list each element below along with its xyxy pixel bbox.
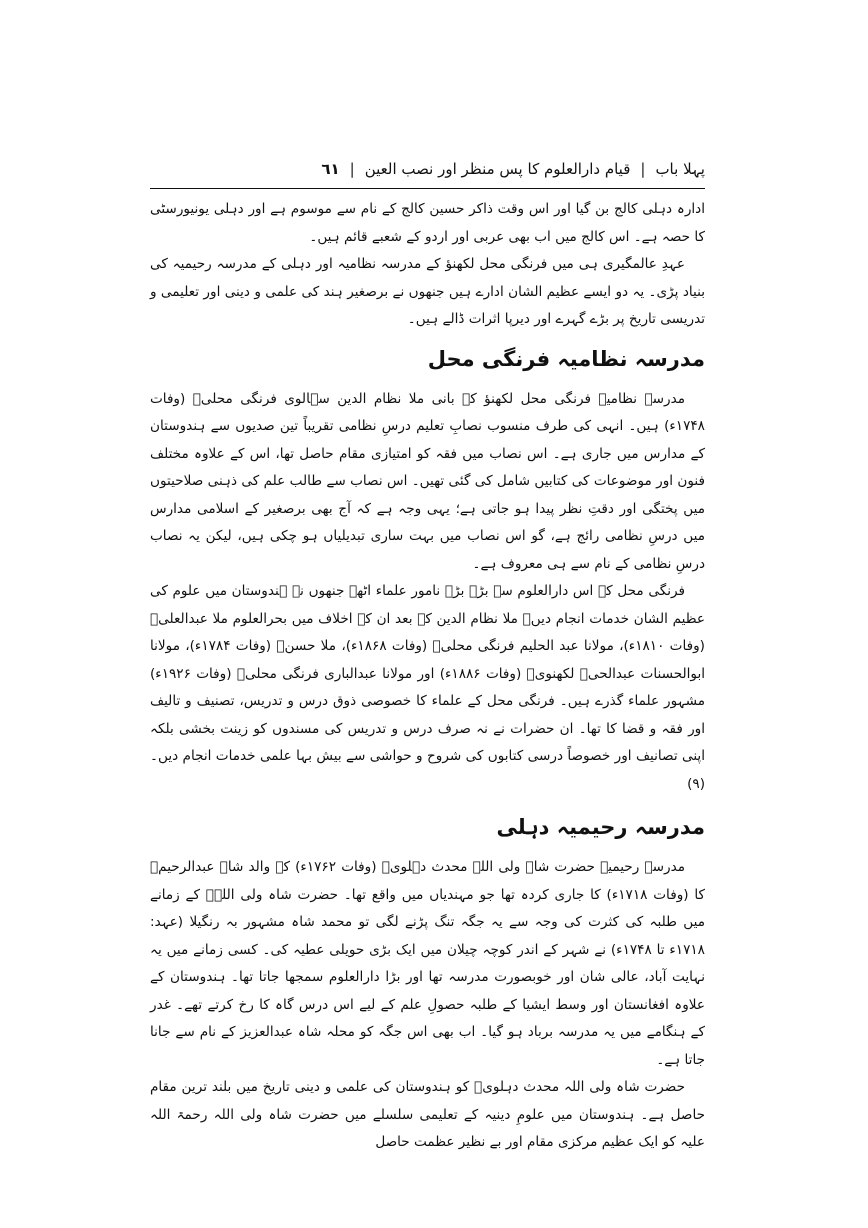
running-header: [150, 150, 705, 188]
header-rule: [150, 188, 705, 189]
page-number: ٦١: [321, 160, 340, 178]
section-heading: مدرسہ نظامیہ فرنگی محل: [427, 346, 705, 371]
paragraph: عہدِ عالمگیری ہی میں فرنگی محل لکھنؤ کے مدرسہ نظامیہ اور دہلی کے مدرسہ رحیمیہ کی بنیاد پڑی۔ یہ دو ایسے عظیم الشان ادارے ہیں جنھوں نے برصغیر ہند کی علمی و دینی اور تعلیمی و تدریسی تاریخ پر بڑے گہرے اور دیرپا اثرات ڈالے ہیں۔: [150, 256, 705, 327]
chapter-title: قیام دارالعلوم کا پس منظر اور نصب العین: [364, 160, 631, 178]
paragraph: حضرت شاہ ولی اللہ محدث دہلویؒ کو ہندوستان کی علمی و دینی تاریخ میں بلند ترین مقام حاصل ہے۔ ہندوستان میں علومِ دینیہ کے تعلیمی سلسلے میں حضرت شاہ ولی اللہ رحمۃ اللہ علیہ کو ایک عظیم مرکزی مقام اور بے نظیر عظمت حاصل: [150, 1079, 705, 1150]
page-body: [150, 196, 705, 1157]
paragraph: فرنگی محل کے اس دارالعلوم سے بڑے بڑے نامور علماء اٹھے جنھوں نے ہندوستان میں علوم کی عظیم الشان خدمات انجام دیں۔ ملا نظام الدین کے بعد ان کے اخلاف میں بحرالعلوم ملا عبدالعلیؒ (وفات ۱۸۱۰ء)، مولانا عبد الحلیم فرنگی محلیؒ (وفات ۱۸۶۸ء)، ملا حسنؒ (وفات ۱۷۸۴ء)، مولانا ابوالحسنات عبدالحیؒ لکھنویؒ (وفات ۱۸۸۶ء) اور مولانا عبدالباری فرنگی محلیؒ (وفات ۱۹۲۶ء) مشہور علماء گذرے ہیں۔ فرنگی محل کے علماء کا خصوصی ذوق درس و تدریس، تصنیف و تالیف اور فقہ و قضا کا تھا۔ ان حضرات نے نہ صرف درس و تدریس کی مسندوں کو زینت بخشی بلکہ اپنی تصانیف اور خصوصاً درسی کتابوں کی شروح و حواشی سے بیش بہا علمی خدمات انجام دیں۔ (۹): [150, 583, 706, 792]
section-heading: مدرسہ رحیمیہ دہلی: [496, 815, 705, 839]
header-separator: |: [349, 160, 355, 178]
paragraph: مدرسہ نظامیہ فرنگی محل لکھنؤ کے بانی ملا نظام الدین سہالوی فرنگی محلیؒ (وفات ۱۷۴۸ء) ہیں۔ انہی کی طرف منسوب نصابِ تعلیم درسِ نظامی تقریباً تین صدیوں سے ہندوستان کے مدارس میں جاری ہے۔ اس نصاب میں فقہ کو امتیازی مقام حاصل تھا، اس کے علاوہ مختلف فنون اور موضوعات کی کتابیں شامل کی گئی تھیں۔ اس نصاب سے طالب علم کی ذہنی صلاحیتوں میں پختگی اور دقتِ نظر پیدا ہو جاتی ہے؛ یہی وجہ ہے کہ آج بھی برصغیر کے اسلامی مدارس میں درسِ نظامی رائج ہے، گو اس نصاب میں بہت ساری تبدیلیاں ہو چکی ہیں، لیکن یہ نصاب درسِ نظامی کے نام سے ہی معروف ہے۔: [150, 390, 705, 572]
chapter-label: پہلا باب: [655, 160, 705, 178]
paragraph: مدرسہ رحیمیہ حضرت شاہ ولی اللہ محدث دہلویؒ (وفات ۱۷۶۲ء) کے والد شاہ عبدالرحیمؒ کا (وفات ۱۷۱۸ء) کا جاری کردہ تھا جو مہندیاں میں واقع تھا۔ حضرت شاہ ولی اللہؒ کے زمانے میں طلبہ کی کثرت کی وجہ سے یہ جگہ تنگ پڑنے لگی تو محمد شاہ مشہور بہ رنگیلا (عہد: ۱۷۱۸ء تا ۱۷۴۸ء) نے شہر کے اندر کوچہ چیلان میں ایک بڑی حویلی عطیہ کی۔ کسی زمانے میں یہ نہایت آباد، عالی شان اور خوبصورت مدرسہ تھا اور بڑا دارالعلوم سمجھا جاتا تھا۔ ہندوستان کے علاوہ افغانستان اور وسط ایشیا کے طلبہ حصولِ علم کے لیے اس درس گاہ کا رخ کرتے تھے۔ غدر کے ہنگامے میں یہ مدرسہ برباد ہو گیا۔ اب بھی اس جگہ کو محلہ شاہ عبدالعزیز کے نام سے جانا جاتا ہے۔: [150, 859, 705, 1068]
header-separator: |: [640, 160, 646, 178]
paragraph: ادارہ دہلی کالج بن گیا اور اس وقت ذاکر حسین کالج کے نام سے موسوم ہے اور دہلی یونیورسٹی کا حصہ ہے۔ اس کالج میں اب بھی عربی اور اردو کے شعبے قائم ہیں۔: [150, 201, 705, 245]
